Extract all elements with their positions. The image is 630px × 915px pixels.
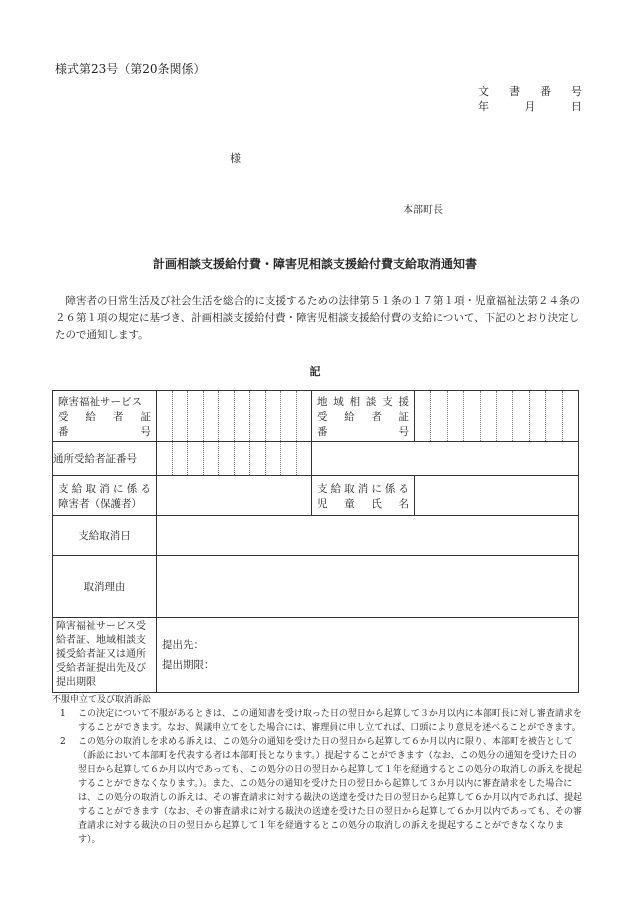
submission-label [53,618,157,693]
label-cell [53,476,157,516]
body-paragraph: 障害者の日常生活及び社会生活を総合的に支援するための法律第５１条の１７第１項・児童福祉法第２４条の２６第１項の規定に基づき、計画相談支援給付費・障害児相談支援給付費の支給について、下記のとおり決定したので通知します。 [55,295,580,341]
commuting-number-field[interactable] [157,442,312,476]
document-title: 計画相談支援給付費・障害児相談支援給付費支給取消通知書 [152,257,477,271]
issuer-name: 本部町長 [403,205,443,216]
submission-label-text: 障害福祉サービス受給者証、地域相談支援受給者証又は通所受給者証提出先及び提出期限 [56,621,146,688]
regional-number-field[interactable] [415,391,579,442]
ki-heading: 記 [309,365,321,378]
label-line: 児 童 氏 名 [317,497,409,510]
table-row [53,556,579,618]
label-line: 受 給 者 証 [317,410,409,423]
note-number: 1 [60,709,66,719]
date-day: 日 [571,100,582,113]
table-row [53,516,579,556]
table-row [53,476,579,516]
cancellation-reason-field[interactable] [157,556,579,618]
form-number: 様式第23号（第20条関係） [55,62,206,76]
child-name-field[interactable] [415,476,579,516]
submission-field[interactable] [157,618,579,693]
notes-heading: 不服申立て及び取消訴訟 [52,695,152,705]
digit-boxes [415,391,578,441]
label-line: 障害福祉サービス [58,395,142,408]
digit-boxes [157,391,311,441]
note-text: この処分の取消しを求める訴えは、この処分の通知を受けた日の翌日から起算して６か月以内に限り、本部町を被告として（訴訟において本部町を代表する者は本部町長となります。）提起することができます（なお、この処分の通知を受けた日の翌日から起算して６か月以内であっても、この処分の日の翌日から起算して１年を経過するとこの処分の取消しの訴えを提起することができなくなります。）。また、この処分の通知を受けた日の翌日から起算して３か月以内に審査請求をした場合には、この処分の取消しの訴えは、その審査請求に対する裁決の送達を受けた日の翌日から起算して６か月以内であれば、提起することができます（なお、その審査請求に対する裁決の送達を受けた日の翌日から起算して６か月以内であっても、その審査請求に対する裁決の日の翌日から起算して１年を経過するとこの処分の取消しの訴えを提起することができなくなります）。 [78,737,583,845]
note-text: この決定について不服があるときは、この通知書を受け取った日の翌日から起算して３か月以内に本部町長に対し審査請求をすることができます。なお、異議申立てをした場合には、審理員に申し立てれば、口頭により意見を述べることができます。 [78,709,582,733]
doc-number-char: 書 [509,85,520,98]
date-month: 月 [524,100,536,113]
label-line: 番 号 [58,425,151,438]
digit-boxes [157,442,311,475]
label-line: 受 給 者 証 [58,410,151,423]
label-line: 支 給 取 消 に 係 る [58,482,151,495]
document-date-label [478,98,582,114]
table-row [53,618,579,693]
blank-cell [312,442,579,476]
doc-number-char: 文 [478,85,489,98]
doc-number-char: 号 [571,85,582,98]
label-cell [312,391,415,442]
date-year: 年 [478,100,489,113]
doc-number-char: 番 [540,85,551,98]
recipient-suffix: 様 [230,152,241,165]
commuting-number-label: 通所受給者証番号 [53,442,157,476]
label-line: 番 号 [317,425,409,438]
document-number-label [478,83,582,99]
cancellation-reason-label: 取消理由 [53,556,157,618]
notes-section [52,693,583,847]
cancellation-date-label: 支給取消日 [53,516,157,556]
note-number: 2 [60,737,66,747]
table-row [53,442,579,476]
submit-to-label: 提出先： [162,639,204,651]
label-line: 障害者（保護者） [58,497,142,510]
note-item [55,735,583,847]
label-line: 支 給 取 消 に 係 る [317,482,409,495]
form-table [52,390,579,693]
deadline-label: 提出期限： [162,659,215,671]
label-cell [312,476,415,516]
label-line: 地 域 相 談 支 援 [317,395,409,408]
label-cell [53,391,157,442]
table-row [53,391,579,442]
welfare-number-field[interactable] [157,391,312,442]
note-item [55,707,583,735]
cancellation-date-field[interactable] [157,516,579,556]
guardian-name-field[interactable] [157,476,312,516]
